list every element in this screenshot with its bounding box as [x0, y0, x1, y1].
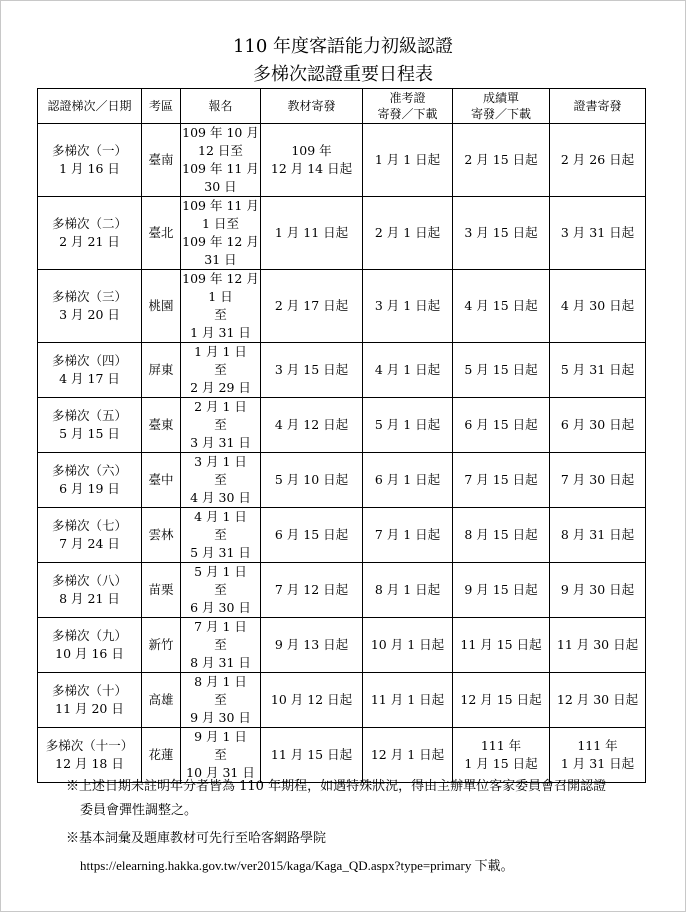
- cell-register-line: 30 日: [204, 179, 237, 194]
- cell-material-line: 11 月 15 日起: [270, 747, 353, 762]
- header-score-line1: 成績單: [482, 91, 519, 105]
- cell-admission-line: 2 月 1 日起: [374, 225, 441, 240]
- cell-area: [142, 618, 181, 673]
- cell-session-line: 多梯次（一）: [51, 143, 127, 158]
- cell-area-line: 花蓮: [148, 747, 174, 762]
- cell-admission: [363, 398, 453, 453]
- table-row: [38, 453, 646, 508]
- cell-session: [38, 508, 142, 563]
- cell-score-line: 3 月 15 日起: [464, 225, 538, 240]
- cell-register-line: 9 月 1 日: [194, 729, 247, 744]
- cell-session: [38, 728, 142, 783]
- table-row: [38, 197, 646, 270]
- cell-certificate-line: 7 月 30 日起: [560, 472, 635, 487]
- header-admission-line2: 寄發／下載: [377, 107, 438, 121]
- cell-material-line: 2 月 17 日起: [274, 298, 349, 313]
- cell-register-line: 2 月 1 日: [194, 399, 247, 414]
- cell-register-line: 4 月 1 日: [194, 509, 247, 524]
- cell-area-line: 新竹: [148, 637, 174, 652]
- note-1-line-1: ※上述日期未註明年分者皆為 110 年期程，如遇特殊狀況，得由主辦單位客家委員會召開認證: [66, 779, 607, 794]
- cell-material-line: 109 年: [291, 143, 332, 158]
- cell-admission: [363, 673, 453, 728]
- cell-certificate-line: 5 月 31 日起: [560, 362, 635, 377]
- cell-session-line: 多梯次（十一）: [45, 738, 134, 753]
- cell-register: [181, 343, 261, 398]
- cell-session-line: 多梯次（十）: [51, 683, 127, 698]
- cell-admission-line: 5 月 1 日起: [374, 417, 441, 432]
- cell-score: [453, 270, 550, 343]
- table-row: [38, 270, 646, 343]
- cell-register-line: 至: [214, 637, 227, 652]
- cell-certificate-line: 3 月 31 日起: [560, 225, 635, 240]
- cell-material: [261, 398, 363, 453]
- cell-session-line: 3 月 20 日: [59, 307, 120, 322]
- cell-material: [261, 453, 363, 508]
- cell-register-line: 1 日至: [202, 216, 239, 231]
- cell-material: [261, 124, 363, 197]
- cell-session: [38, 453, 142, 508]
- cell-session-line: 1 月 16 日: [59, 161, 120, 176]
- cell-session-line: 6 月 19 日: [59, 481, 120, 496]
- cell-session-line: 10 月 16 日: [55, 646, 124, 661]
- cell-area: [142, 673, 181, 728]
- cell-score: [453, 124, 550, 197]
- cell-score-line: 11 月 15 日起: [460, 637, 542, 652]
- cell-area: [142, 270, 181, 343]
- cell-material: [261, 270, 363, 343]
- cell-score: [453, 563, 550, 618]
- cell-session: [38, 398, 142, 453]
- cell-material-line: 12 月 14 日起: [270, 161, 353, 176]
- cell-session-line: 8 月 21 日: [59, 591, 120, 606]
- cell-session-line: 5 月 15 日: [59, 426, 120, 441]
- cell-session: [38, 673, 142, 728]
- cell-admission-line: 1 月 1 日起: [374, 152, 441, 167]
- cell-certificate-line: 1 月 31 日起: [560, 756, 635, 771]
- cell-score: [453, 343, 550, 398]
- cell-admission: [363, 508, 453, 563]
- cell-score: [453, 453, 550, 508]
- cell-certificate-line: 2 月 26 日起: [560, 152, 635, 167]
- cell-session: [38, 563, 142, 618]
- cell-register: [181, 270, 261, 343]
- cell-session-line: 多梯次（三）: [51, 289, 127, 304]
- cell-admission-line: 7 月 1 日起: [374, 527, 441, 542]
- cell-register-line: 5 月 31 日: [190, 545, 251, 560]
- cell-material-line: 10 月 12 日起: [270, 692, 353, 707]
- cell-certificate: [550, 124, 646, 197]
- cell-certificate: [550, 508, 646, 563]
- cell-area-line: 屏東: [148, 362, 174, 377]
- cell-session: [38, 197, 142, 270]
- note-2-line-1: ※基本詞彙及題庫教材可先行至哈客網路學院: [66, 831, 327, 846]
- cell-material: [261, 197, 363, 270]
- cell-score-line: 7 月 15 日起: [464, 472, 538, 487]
- cell-certificate-line: 6 月 30 日起: [560, 417, 635, 432]
- table-row: [38, 618, 646, 673]
- cell-material-line: 3 月 15 日起: [274, 362, 349, 377]
- cell-register-line: 至: [214, 527, 227, 542]
- cell-register-line: 至: [214, 692, 227, 707]
- cell-certificate: [550, 728, 646, 783]
- cell-material-line: 1 月 11 日起: [274, 225, 349, 240]
- cell-certificate: [550, 673, 646, 728]
- header-score: [453, 89, 550, 124]
- cell-register: [181, 618, 261, 673]
- cell-register-line: 7 月 1 日: [194, 619, 247, 634]
- cell-area-line: 臺南: [148, 152, 174, 167]
- header-area: 考區: [142, 89, 181, 124]
- cell-session: [38, 618, 142, 673]
- cell-session: [38, 270, 142, 343]
- cell-session-line: 多梯次（七）: [51, 518, 127, 533]
- table-row: [38, 728, 646, 783]
- cell-register: [181, 398, 261, 453]
- cell-session-line: 多梯次（八）: [51, 573, 127, 588]
- cell-material: [261, 728, 363, 783]
- cell-register-line: 1 月 1 日: [194, 344, 247, 359]
- cell-register-line: 109 年 10 月: [182, 125, 259, 140]
- cell-score: [453, 618, 550, 673]
- cell-register-line: 至: [214, 417, 227, 432]
- cell-certificate-line: 12 月 30 日起: [556, 692, 639, 707]
- cell-admission-line: 6 月 1 日起: [374, 472, 441, 487]
- cell-material-line: 6 月 15 日起: [274, 527, 349, 542]
- cell-admission: [363, 124, 453, 197]
- cell-session-line: 7 月 24 日: [59, 536, 120, 551]
- cell-register-line: 9 月 30 日: [190, 710, 251, 725]
- cell-admission: [363, 618, 453, 673]
- cell-score-line: 4 月 15 日起: [464, 298, 538, 313]
- cell-area-line: 臺中: [148, 472, 174, 487]
- cell-register: [181, 673, 261, 728]
- cell-score: [453, 197, 550, 270]
- header-session: 認證梯次／日期: [38, 89, 142, 124]
- cell-register-line: 5 月 1 日: [194, 564, 247, 579]
- cell-admission-line: 10 月 1 日起: [370, 637, 445, 652]
- cell-register-line: 至: [214, 582, 227, 597]
- cell-score-line: 1 月 15 日起: [464, 756, 538, 771]
- cell-certificate: [550, 197, 646, 270]
- cell-material-line: 9 月 13 日起: [274, 637, 349, 652]
- cell-session-line: 多梯次（五）: [51, 408, 127, 423]
- cell-score-line: 8 月 15 日起: [464, 527, 538, 542]
- cell-area: [142, 197, 181, 270]
- cell-register-line: 109 年 12 月: [182, 234, 259, 249]
- cell-register-line: 12 日至: [198, 143, 243, 158]
- cell-score: [453, 508, 550, 563]
- cell-area-line: 桃園: [148, 298, 174, 313]
- cell-register-line: 至: [214, 747, 227, 762]
- cell-material: [261, 563, 363, 618]
- note-2-url: https://elearning.hakka.gov.tw/ver2015/kaga/Kaga_QD.aspx?type=primary 下載。: [80, 858, 514, 873]
- table-row: [38, 343, 646, 398]
- cell-register-line: 4 月 30 日: [190, 490, 251, 505]
- cell-register-line: 31 日: [204, 252, 237, 267]
- cell-score-line: 6 月 15 日起: [464, 417, 538, 432]
- note-1-line-2: 委員會彈性調整之。: [80, 803, 198, 818]
- cell-register-line: 3 月 1 日: [194, 454, 247, 469]
- cell-register-line: 3 月 31 日: [190, 435, 251, 450]
- cell-register-line: 8 月 1 日: [194, 674, 247, 689]
- cell-certificate-line: 4 月 30 日起: [560, 298, 635, 313]
- cell-certificate: [550, 343, 646, 398]
- cell-register-line: 109 年 11 月: [182, 198, 259, 213]
- cell-admission: [363, 728, 453, 783]
- header-admission-line1: 准考證: [389, 91, 426, 105]
- cell-area-line: 雲林: [148, 527, 174, 542]
- cell-admission-line: 3 月 1 日起: [374, 298, 441, 313]
- cell-score: [453, 728, 550, 783]
- cell-certificate: [550, 398, 646, 453]
- cell-session-line: 4 月 17 日: [59, 371, 120, 386]
- cell-register-line: 109 年 12 月: [182, 271, 259, 286]
- cell-register-line: 1 日: [208, 289, 233, 304]
- cell-session: [38, 124, 142, 197]
- cell-register: [181, 728, 261, 783]
- cell-register: [181, 508, 261, 563]
- cell-admission: [363, 197, 453, 270]
- cell-register-line: 6 月 30 日: [190, 600, 251, 615]
- cell-material: [261, 618, 363, 673]
- cell-material-line: 4 月 12 日起: [274, 417, 349, 432]
- cell-material: [261, 343, 363, 398]
- cell-session-line: 多梯次（四）: [51, 353, 127, 368]
- cell-register-line: 10 月 31 日: [186, 765, 255, 780]
- cell-material-line: 7 月 12 日起: [274, 582, 349, 597]
- cell-area-line: 臺東: [148, 417, 174, 432]
- cell-certificate: [550, 453, 646, 508]
- cell-score: [453, 673, 550, 728]
- document-subtitle: 多梯次認證重要日程表: [253, 64, 433, 85]
- table-row: [38, 124, 646, 197]
- cell-certificate: [550, 270, 646, 343]
- header-register: 報名: [181, 89, 261, 124]
- cell-register: [181, 453, 261, 508]
- cell-certificate: [550, 563, 646, 618]
- cell-register: [181, 197, 261, 270]
- cell-area-line: 臺北: [148, 225, 174, 240]
- cell-area: [142, 508, 181, 563]
- cell-register-line: 1 月 31 日: [190, 325, 251, 340]
- schedule-table: [37, 88, 646, 783]
- cell-admission-line: 11 月 1 日起: [370, 692, 445, 707]
- cell-admission: [363, 270, 453, 343]
- cell-material-line: 5 月 10 日起: [274, 472, 349, 487]
- cell-session-line: 多梯次（九）: [51, 628, 127, 643]
- cell-material: [261, 508, 363, 563]
- cell-register: [181, 124, 261, 197]
- cell-admission-line: 12 月 1 日起: [370, 747, 445, 762]
- cell-score-line: 9 月 15 日起: [464, 582, 538, 597]
- cell-area-line: 苗栗: [148, 582, 174, 597]
- cell-session-line: 12 月 18 日: [55, 756, 124, 771]
- cell-certificate-line: 8 月 31 日起: [560, 527, 635, 542]
- header-material: 教材寄發: [261, 89, 363, 124]
- cell-material: [261, 673, 363, 728]
- cell-certificate-line: 9 月 30 日起: [560, 582, 635, 597]
- cell-register: [181, 563, 261, 618]
- table-row: [38, 508, 646, 563]
- table-row: [38, 673, 646, 728]
- cell-score-line: 2 月 15 日起: [464, 152, 538, 167]
- cell-session-line: 11 月 20 日: [55, 701, 124, 716]
- cell-session-line: 多梯次（二）: [51, 216, 127, 231]
- document-title: 110 年度客語能力初級認證: [232, 36, 454, 57]
- cell-area: [142, 728, 181, 783]
- header-certificate: 證書寄發: [550, 89, 646, 124]
- cell-score-line: 111 年: [480, 738, 522, 753]
- cell-admission: [363, 453, 453, 508]
- cell-session-line: 2 月 21 日: [59, 234, 120, 249]
- cell-session: [38, 343, 142, 398]
- cell-score-line: 5 月 15 日起: [464, 362, 538, 377]
- cell-admission: [363, 343, 453, 398]
- cell-area: [142, 124, 181, 197]
- cell-certificate: [550, 618, 646, 673]
- table-row: [38, 563, 646, 618]
- header-score-line2: 寄發／下載: [470, 107, 531, 121]
- cell-session-line: 多梯次（六）: [51, 463, 127, 478]
- cell-area-line: 高雄: [148, 692, 174, 707]
- table-header-row: [38, 89, 646, 124]
- cell-register-line: 8 月 31 日: [190, 655, 251, 670]
- cell-area: [142, 563, 181, 618]
- cell-register-line: 2 月 29 日: [190, 380, 251, 395]
- cell-register-line: 至: [214, 362, 227, 377]
- cell-certificate-line: 111 年: [577, 738, 618, 753]
- table-body: [38, 124, 646, 783]
- cell-area: [142, 343, 181, 398]
- cell-register-line: 至: [214, 307, 227, 322]
- header-admission: [363, 89, 453, 124]
- cell-admission: [363, 563, 453, 618]
- cell-area: [142, 453, 181, 508]
- table-row: [38, 398, 646, 453]
- cell-admission-line: 8 月 1 日起: [374, 582, 441, 597]
- cell-certificate-line: 11 月 30 日起: [556, 637, 639, 652]
- cell-score-line: 12 月 15 日起: [460, 692, 542, 707]
- cell-admission-line: 4 月 1 日起: [374, 362, 441, 377]
- cell-register-line: 至: [214, 472, 227, 487]
- cell-score: [453, 398, 550, 453]
- cell-area: [142, 398, 181, 453]
- cell-register-line: 109 年 11 月: [182, 161, 259, 176]
